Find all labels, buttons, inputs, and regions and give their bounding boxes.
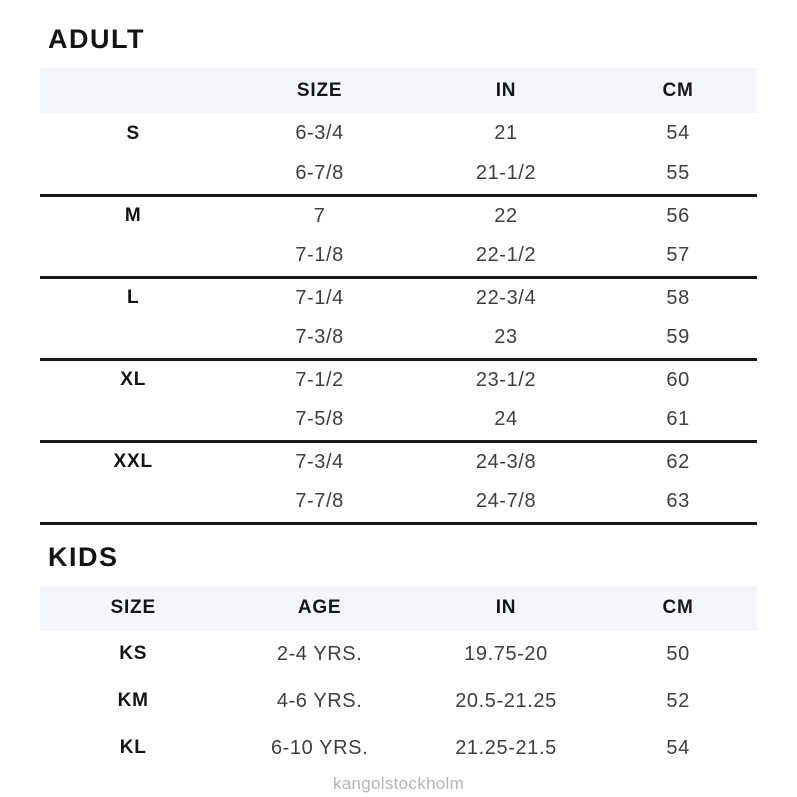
cm-cell: 52 — [666, 689, 690, 712]
adult-size-table — [40, 68, 757, 525]
size-label-cell — [40, 154, 226, 195]
hat-size-cell: 7-3/8 — [295, 326, 344, 349]
table-row — [40, 318, 757, 359]
adult-group-l — [40, 277, 757, 359]
cm-cell: 54 — [666, 736, 690, 759]
cm-cell: 59 — [666, 326, 690, 349]
inches-cell: 21-1/2 — [475, 162, 537, 185]
adult-section-title: ADULT — [48, 24, 145, 54]
adult-header-size: SIZE — [296, 79, 343, 101]
adult-header-in: IN — [495, 79, 517, 101]
size-label-cell: M — [124, 205, 142, 227]
hat-size-cell: 7-1/8 — [295, 244, 344, 267]
table-row — [40, 113, 757, 154]
inches-cell: 23 — [494, 326, 518, 349]
kids-header-cm: CM — [662, 597, 694, 618]
kids-header-row — [40, 586, 757, 631]
size-label-cell — [40, 318, 226, 359]
adult-group-m — [40, 195, 757, 277]
size-label-cell: XXL — [113, 451, 153, 473]
kids-header-size: SIZE — [110, 597, 156, 618]
kids-table-body — [40, 631, 757, 772]
adult-header-empty — [40, 68, 226, 113]
inches-cell: 24-7/8 — [475, 490, 537, 513]
table-row — [40, 400, 757, 441]
table-row — [40, 359, 757, 400]
table-row — [40, 725, 757, 772]
age-cell: 4-6 YRS. — [276, 689, 363, 712]
inches-cell: 21 — [494, 122, 518, 144]
kids-size-cell: KS — [119, 643, 148, 664]
adult-table-header — [40, 68, 757, 113]
inches-cell: 24 — [494, 408, 518, 431]
inches-cell: 24-3/8 — [475, 450, 537, 473]
inches-cell: 22-1/2 — [475, 244, 537, 267]
age-cell: 6-10 YRS. — [270, 736, 369, 759]
inches-cell: 22 — [494, 204, 518, 227]
adult-header-row — [40, 68, 757, 113]
cm-cell: 63 — [666, 490, 690, 513]
cm-cell: 54 — [666, 122, 690, 144]
table-row — [40, 236, 757, 277]
hat-size-cell: 7-3/4 — [295, 450, 344, 473]
adult-group-s — [40, 113, 757, 195]
cm-cell: 61 — [666, 408, 690, 431]
hat-size-cell: 6-3/4 — [295, 122, 344, 144]
cm-cell: 62 — [666, 450, 690, 473]
table-row — [40, 482, 757, 523]
age-cell: 2-4 YRS. — [276, 642, 363, 665]
hat-size-cell: 6-7/8 — [295, 162, 344, 185]
kids-size-cell: KL — [119, 737, 147, 758]
brand-watermark: kangolstockholm — [332, 773, 465, 793]
size-label-cell — [40, 236, 226, 277]
inches-cell: 20.5-21.25 — [455, 689, 557, 712]
kids-header-in: IN — [495, 597, 517, 618]
table-row — [40, 631, 757, 678]
cm-cell: 60 — [666, 368, 690, 391]
size-label-cell — [40, 482, 226, 523]
size-label-cell — [40, 400, 226, 441]
table-row — [40, 441, 757, 482]
hat-size-cell: 7-5/8 — [295, 408, 344, 431]
inches-cell: 21.25-21.5 — [455, 736, 557, 759]
hat-size-cell: 7-1/2 — [295, 368, 344, 391]
size-label-cell: XL — [120, 369, 147, 391]
table-row — [40, 154, 757, 195]
kids-table-header — [40, 586, 757, 631]
table-row — [40, 277, 757, 318]
inches-cell: 23-1/2 — [475, 368, 537, 391]
adult-group-xxl — [40, 441, 757, 523]
cm-cell: 58 — [666, 286, 690, 309]
size-label-cell: L — [127, 287, 140, 309]
cm-cell: 56 — [666, 204, 690, 227]
hat-size-cell: 7-1/4 — [295, 286, 344, 309]
inches-cell: 19.75-20 — [464, 642, 548, 665]
cm-cell: 50 — [666, 642, 690, 665]
cm-cell: 57 — [666, 244, 690, 267]
kids-section-title: KIDS — [48, 541, 119, 572]
adult-header-cm: CM — [662, 79, 694, 101]
adult-group-xl — [40, 359, 757, 441]
kids-size-cell: KM — [117, 690, 149, 711]
kids-size-table — [40, 586, 757, 772]
hat-size-cell: 7-7/8 — [295, 490, 344, 513]
hat-size-cell: 7 — [313, 204, 326, 227]
cm-cell: 55 — [666, 162, 690, 185]
size-label-cell: S — [126, 122, 140, 144]
table-row — [40, 678, 757, 725]
kids-header-age: AGE — [297, 597, 342, 618]
inches-cell: 22-3/4 — [475, 286, 537, 309]
table-row — [40, 195, 757, 236]
